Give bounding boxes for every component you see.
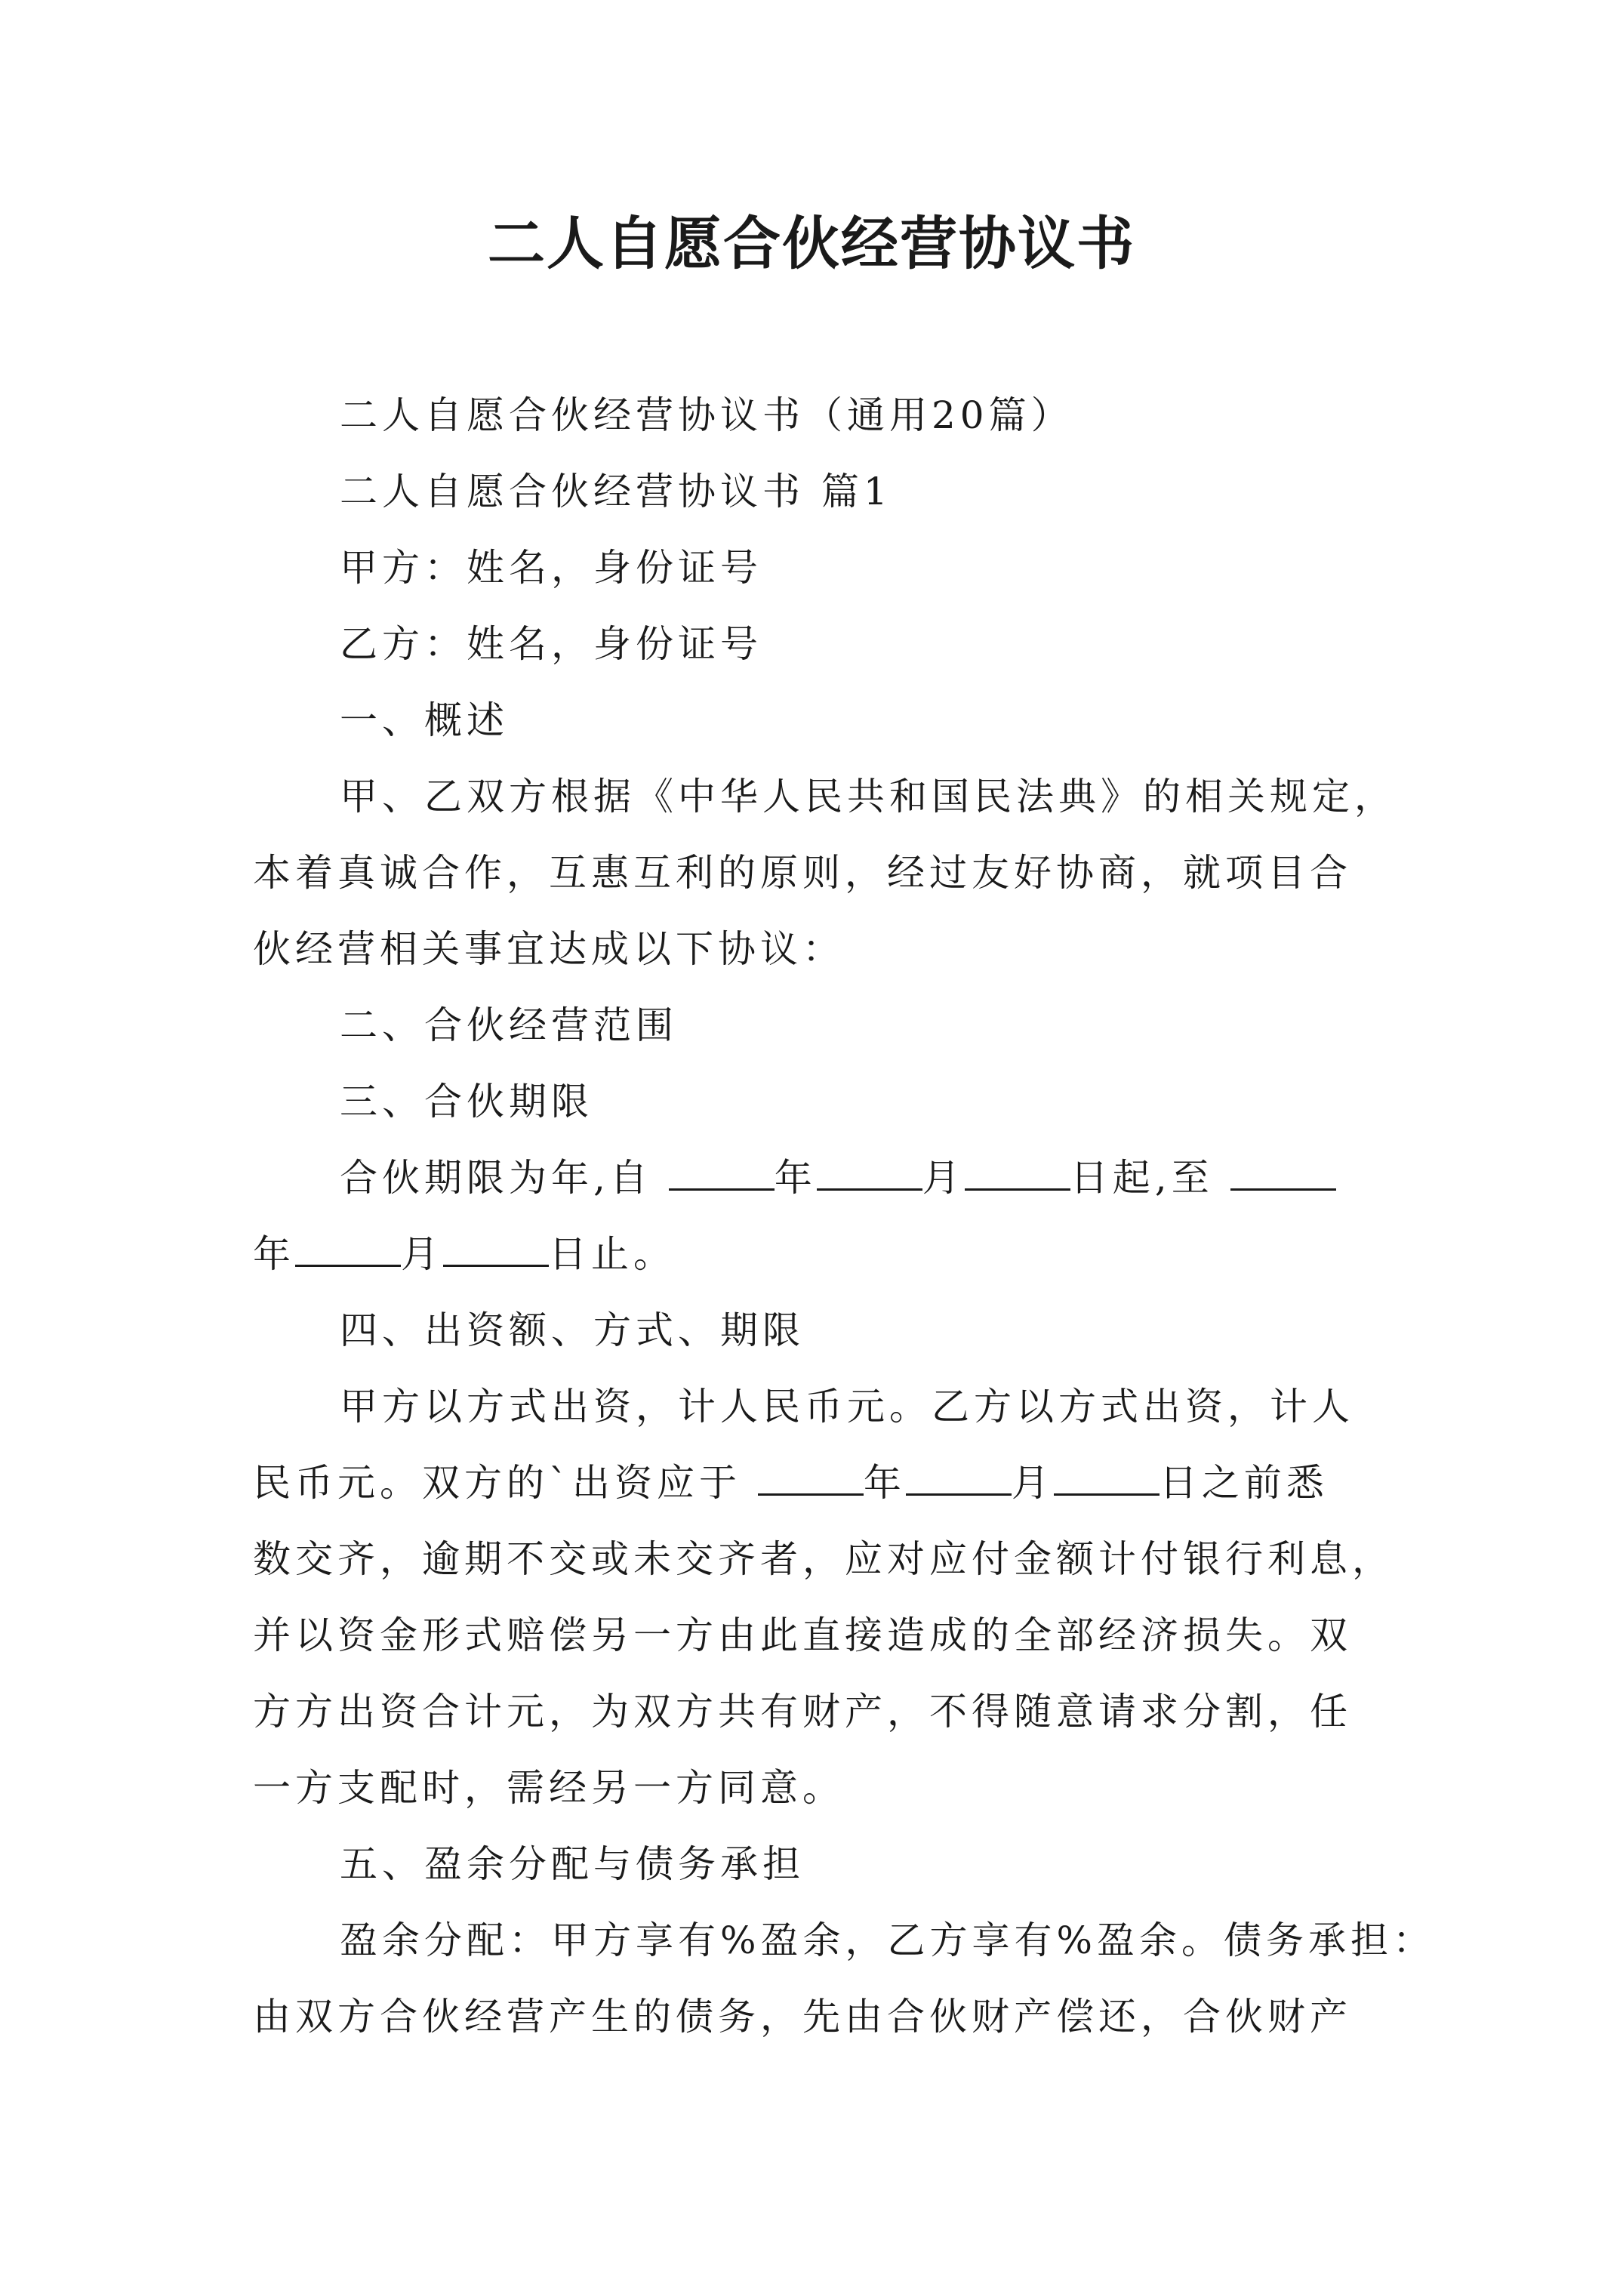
- blank-field[interactable]: [669, 1149, 775, 1191]
- term-text: 月: [401, 1232, 443, 1276]
- blank-field[interactable]: [1054, 1454, 1160, 1496]
- paragraph-line: 一方支配时，需经另一方同意。: [253, 1766, 845, 1810]
- blank-field[interactable]: [758, 1454, 864, 1496]
- term-line: [253, 1216, 1385, 1292]
- term-text: 年: [774, 1156, 817, 1200]
- term-text: 月: [922, 1156, 965, 1200]
- paragraph-line: 甲、乙双方根据《中华人民共和国民法典》的相关规定，: [340, 775, 1397, 818]
- paragraph-line: 数交齐，逾期不交或未交齐者，应对应付金额计付银行利息，: [253, 1537, 1394, 1581]
- paragraph-line: 并以资金形式赔偿另一方由此直接造成的全部经济损失。双: [253, 1613, 1352, 1657]
- section-heading: 二人自愿合伙经营协议书 篇1: [340, 470, 892, 513]
- contribution-text: 日之前悉: [1159, 1461, 1329, 1505]
- term-line: [340, 1140, 1385, 1216]
- paragraph-line: [253, 1445, 1385, 1521]
- paragraph-line: 方方出资合计元，为双方共有财产，不得随意请求分割，任: [253, 1690, 1352, 1734]
- contribution-text: 民币元。双方的`出资应于: [253, 1461, 758, 1505]
- clause-heading-4: 四、出资额、方式、期限: [340, 1308, 805, 1352]
- document-title: 二人自愿合伙经营协议书: [488, 210, 1135, 277]
- clause-heading-2: 二、合伙经营范围: [340, 1003, 678, 1047]
- subtitle-line: 二人自愿合伙经营协议书（通用20篇）: [340, 393, 1073, 437]
- term-text: 合伙期限为年,自: [340, 1156, 669, 1200]
- blank-field[interactable]: [295, 1225, 401, 1267]
- paragraph-line: 伙经营相关事宜达成以下协议：: [253, 927, 845, 971]
- paragraph-line: 甲方以方式出资，计人民币元。乙方以方式出资，计人: [340, 1385, 1354, 1428]
- clause-heading-3: 三、合伙期限: [340, 1080, 593, 1123]
- blank-field[interactable]: [443, 1225, 549, 1267]
- clause-heading-5: 五、盈余分配与债务承担: [340, 1842, 805, 1886]
- blank-field[interactable]: [1230, 1149, 1336, 1191]
- party-b-line: 乙方：姓名，身份证号: [340, 622, 762, 666]
- blank-field[interactable]: [817, 1149, 922, 1191]
- paragraph-line: 由双方合伙经营产生的债务，先由合伙财产偿还，合伙财产: [253, 1995, 1352, 2039]
- contribution-text: 年: [863, 1461, 906, 1505]
- paragraph-line: 盈余分配：甲方享有%盈余，乙方享有%盈余。债务承担：: [340, 1918, 1436, 1962]
- term-text: 年: [253, 1232, 295, 1276]
- term-text: 日止。: [549, 1232, 676, 1276]
- term-text: 日起,至: [1070, 1156, 1230, 1200]
- paragraph-line: 本着真诚合作，互惠互利的原则，经过友好协商，就项目合: [253, 851, 1352, 895]
- contribution-text: 月: [1011, 1461, 1054, 1505]
- blank-field[interactable]: [965, 1149, 1070, 1191]
- clause-heading-1: 一、概述: [340, 698, 509, 742]
- party-a-line: 甲方：姓名，身份证号: [340, 546, 762, 590]
- blank-field[interactable]: [906, 1454, 1012, 1496]
